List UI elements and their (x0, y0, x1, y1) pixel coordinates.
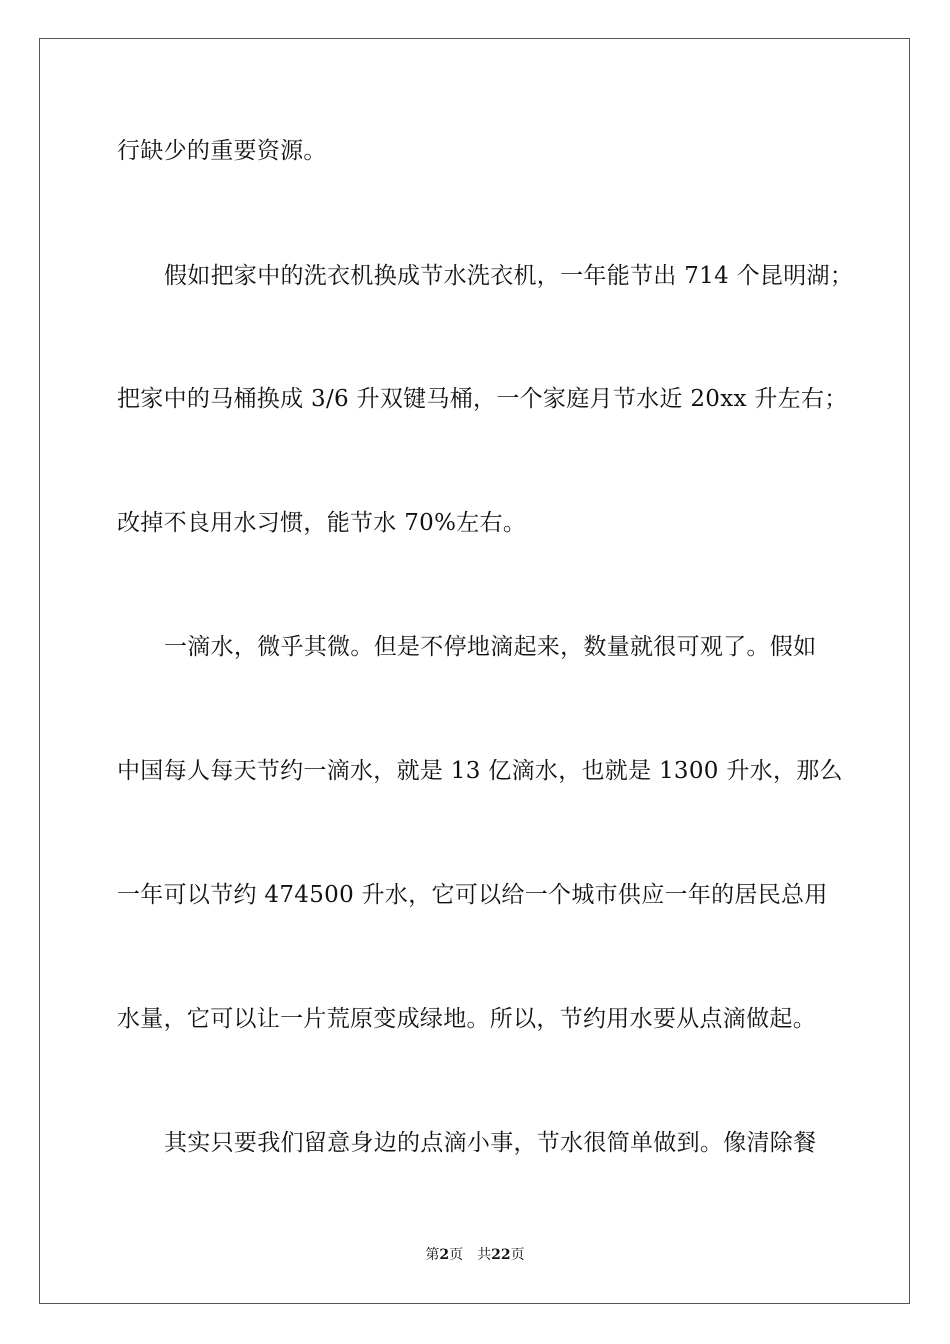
paragraph-line: 把家中的马桶换成 3/6 升双键马桶，一个家庭月节水近 20xx 升左右； (117, 386, 848, 412)
paragraph-line: 其实只要我们留意身边的点滴小事，节水很简单做到。像清除餐 (164, 1130, 817, 1156)
total-pages: 22 (491, 1247, 511, 1263)
paragraph-line: 一年可以节约 474500 升水，它可以给一个城市供应一年的居民总用 (117, 882, 828, 908)
page-number: 2 (439, 1247, 450, 1263)
paragraph-line: 行缺少的重要资源。 (117, 138, 327, 164)
paragraph-line: 水量，它可以让一片荒原变成绿地。所以，节约用水要从点滴做起。 (117, 1006, 816, 1032)
page-border (39, 38, 910, 1304)
paragraph-line: 中国每人每天节约一滴水，就是 13 亿滴水，也就是 1300 升水，那么 (117, 758, 843, 784)
total-suffix: 页 (510, 1247, 525, 1263)
page-prefix: 第 (425, 1247, 440, 1263)
paragraph-line: 一滴水，微乎其微。但是不停地滴起来，数量就很可观了。假如 (164, 634, 817, 660)
total-prefix: 共 (477, 1247, 492, 1263)
paragraph-line: 假如把家中的洗衣机换成节水洗衣机，一年能节出 714 个昆明湖； (164, 263, 854, 289)
page-suffix: 页 (449, 1247, 464, 1263)
page-footer (0, 1246, 950, 1264)
paragraph-line: 改掉不良用水习惯，能节水 70%左右。 (117, 510, 527, 536)
